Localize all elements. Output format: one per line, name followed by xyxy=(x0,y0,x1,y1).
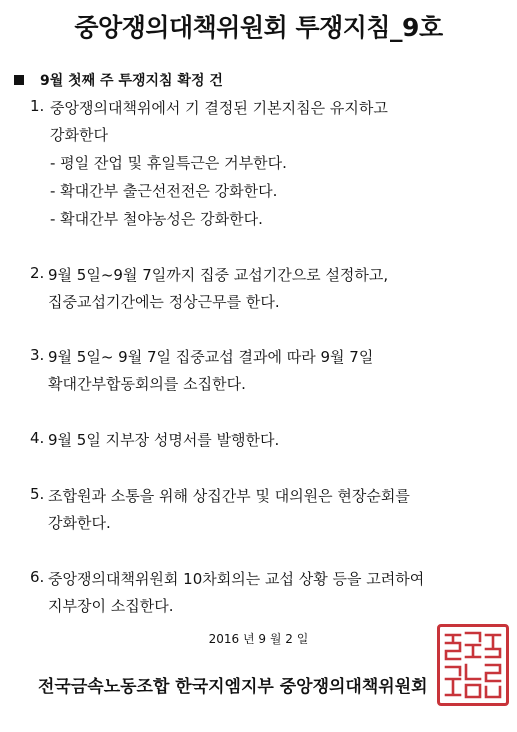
item-1-line-1: 중앙쟁의대책위에서 기 결정된 기본지침은 유지하고 xyxy=(50,99,388,117)
document-date: 2016 년 9 월 2 일 xyxy=(208,632,309,646)
item-6-number: 6. xyxy=(30,568,45,586)
red-seal-stamp xyxy=(437,624,509,706)
section-heading xyxy=(14,70,223,90)
issuer-footer: 전국금속노동조합 한국지엠지부 중앙쟁의대책위원회 xyxy=(38,677,428,697)
seal-glyphs-icon xyxy=(440,627,506,703)
item-2-line-1: 9월 5일~9월 7일까지 집중 교섭기간으로 설정하고, xyxy=(48,266,389,284)
item-2-line-2: 집중교섭기간에는 정상근무를 한다. xyxy=(48,293,280,311)
item-3-line-1: 9월 5일~ 9월 7일 집중교섭 결과에 따라 9월 7일 xyxy=(48,348,374,366)
item-5-number: 5. xyxy=(30,485,45,503)
item-3-number: 3. xyxy=(30,346,45,364)
item-5-line-1: 조합원과 소통을 위해 상집간부 및 대의원은 현장순회를 xyxy=(48,487,410,505)
item-4-line-1: 9월 5일 지부장 성명서를 발행한다. xyxy=(48,431,280,449)
sub-item-3: - 확대간부 철야농성은 강화한다. xyxy=(50,210,263,228)
section-heading-text: 9월 첫째 주 투쟁지침 확정 건 xyxy=(40,73,223,89)
sub-item-1: - 평일 잔업 및 휴일특근은 거부한다. xyxy=(50,154,287,172)
item-6-line-1: 중앙쟁의대책위원회 10차회의는 교섭 상황 등을 고려하여 xyxy=(48,570,425,588)
item-3-line-2: 확대간부합동회의를 소집한다. xyxy=(48,375,246,393)
sub-item-2: - 확대간부 출근선전전은 강화한다. xyxy=(50,182,278,200)
item-5-line-2: 강화한다. xyxy=(48,514,111,532)
item-6-line-2: 지부장이 소집한다. xyxy=(48,597,174,615)
item-4-number: 4. xyxy=(30,429,45,447)
item-1-line-2: 강화한다 xyxy=(50,126,108,144)
item-1-number: 1. xyxy=(30,97,45,115)
item-2-number: 2. xyxy=(30,264,45,282)
square-bullet-icon xyxy=(14,75,24,85)
page-title: 중앙쟁의대책위원회 투쟁지침_9호 xyxy=(74,13,443,42)
